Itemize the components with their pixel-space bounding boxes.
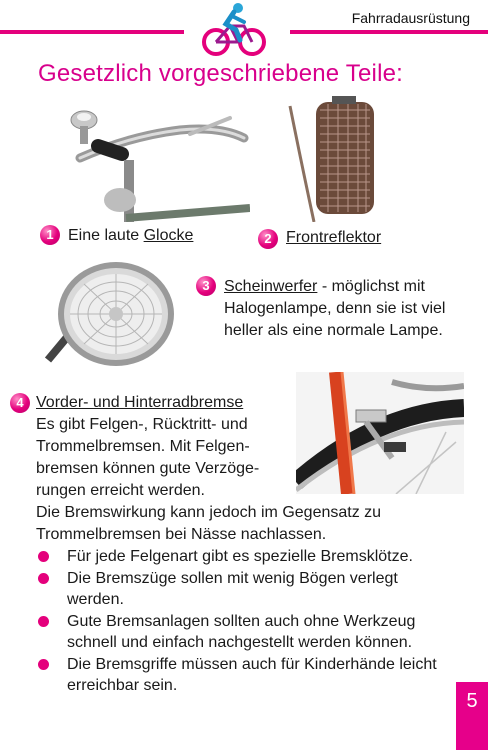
bullet-text: Für jede Felgenart gibt es spezielle Bremsklötze. xyxy=(67,548,413,565)
header-rule-left xyxy=(0,30,184,34)
bullet-dot-icon xyxy=(38,616,49,627)
item-number-3: 3 xyxy=(196,276,216,296)
headlamp-photo xyxy=(40,256,180,372)
list-item xyxy=(36,654,456,696)
bullet-dot-icon xyxy=(38,659,49,670)
bullet-dot-icon xyxy=(38,573,49,584)
item-number-2: 2 xyxy=(258,229,278,249)
page-number: 5 xyxy=(466,690,478,712)
item-3-link: Scheinwerfer xyxy=(224,278,318,295)
item-2-link: Frontreflektor xyxy=(286,229,382,246)
cyclist-icon xyxy=(198,0,270,60)
page-number-badge xyxy=(456,682,488,750)
item-3-description: - möglichst mit Halogenlampe, denn sie ist viel heller als eine normale Lampe. xyxy=(224,278,446,339)
item-2-caption xyxy=(286,228,381,248)
item-3-text xyxy=(224,276,474,342)
bullet-text: Die Bremszüge sollen mit wenig Bögen verlegt werden. xyxy=(67,570,398,608)
section-label: Fahrradausrüstung xyxy=(351,10,470,26)
list-item xyxy=(36,546,456,567)
bullet-text: Die Bremsgriffe müssen auch für Kinderhände leicht erreichbar sein. xyxy=(67,656,437,694)
list-item xyxy=(36,611,456,653)
brake-bullet-list xyxy=(36,546,456,697)
item-4-intro-text: Es gibt Felgen-, Rücktritt- und Trommelbremsen. Mit Felgen-bremsen können gute Verzöge-rungen erreicht werden. xyxy=(36,416,260,499)
item-number-4: 4 xyxy=(10,393,30,413)
page-title: Gesetzlich vorgeschriebene Teile: xyxy=(38,60,404,87)
item-1-link: Glocke xyxy=(143,227,194,244)
bullet-dot-icon xyxy=(38,551,49,562)
bicycle-bell-photo xyxy=(60,96,250,222)
item-1-text: Eine laute xyxy=(68,227,144,244)
front-reflector-photo xyxy=(286,96,390,222)
item-1-caption xyxy=(68,226,193,246)
rim-brake-photo xyxy=(296,372,464,494)
bullet-text: Gute Bremsanlagen sollten auch ohne Werkzeug schnell und einfach nachgestellt werden können. xyxy=(67,613,416,651)
list-item xyxy=(36,568,456,610)
item-4-continuation: Die Bremswirkung kann jedoch im Gegensatz zu Trommelbremsen bei Nässe nachlassen. xyxy=(36,504,382,543)
item-number-1: 1 xyxy=(40,225,60,245)
header-rule-right xyxy=(290,30,488,34)
item-4-link: Vorder- und Hinterradbremse xyxy=(36,394,244,411)
item-4-intro xyxy=(36,392,292,502)
